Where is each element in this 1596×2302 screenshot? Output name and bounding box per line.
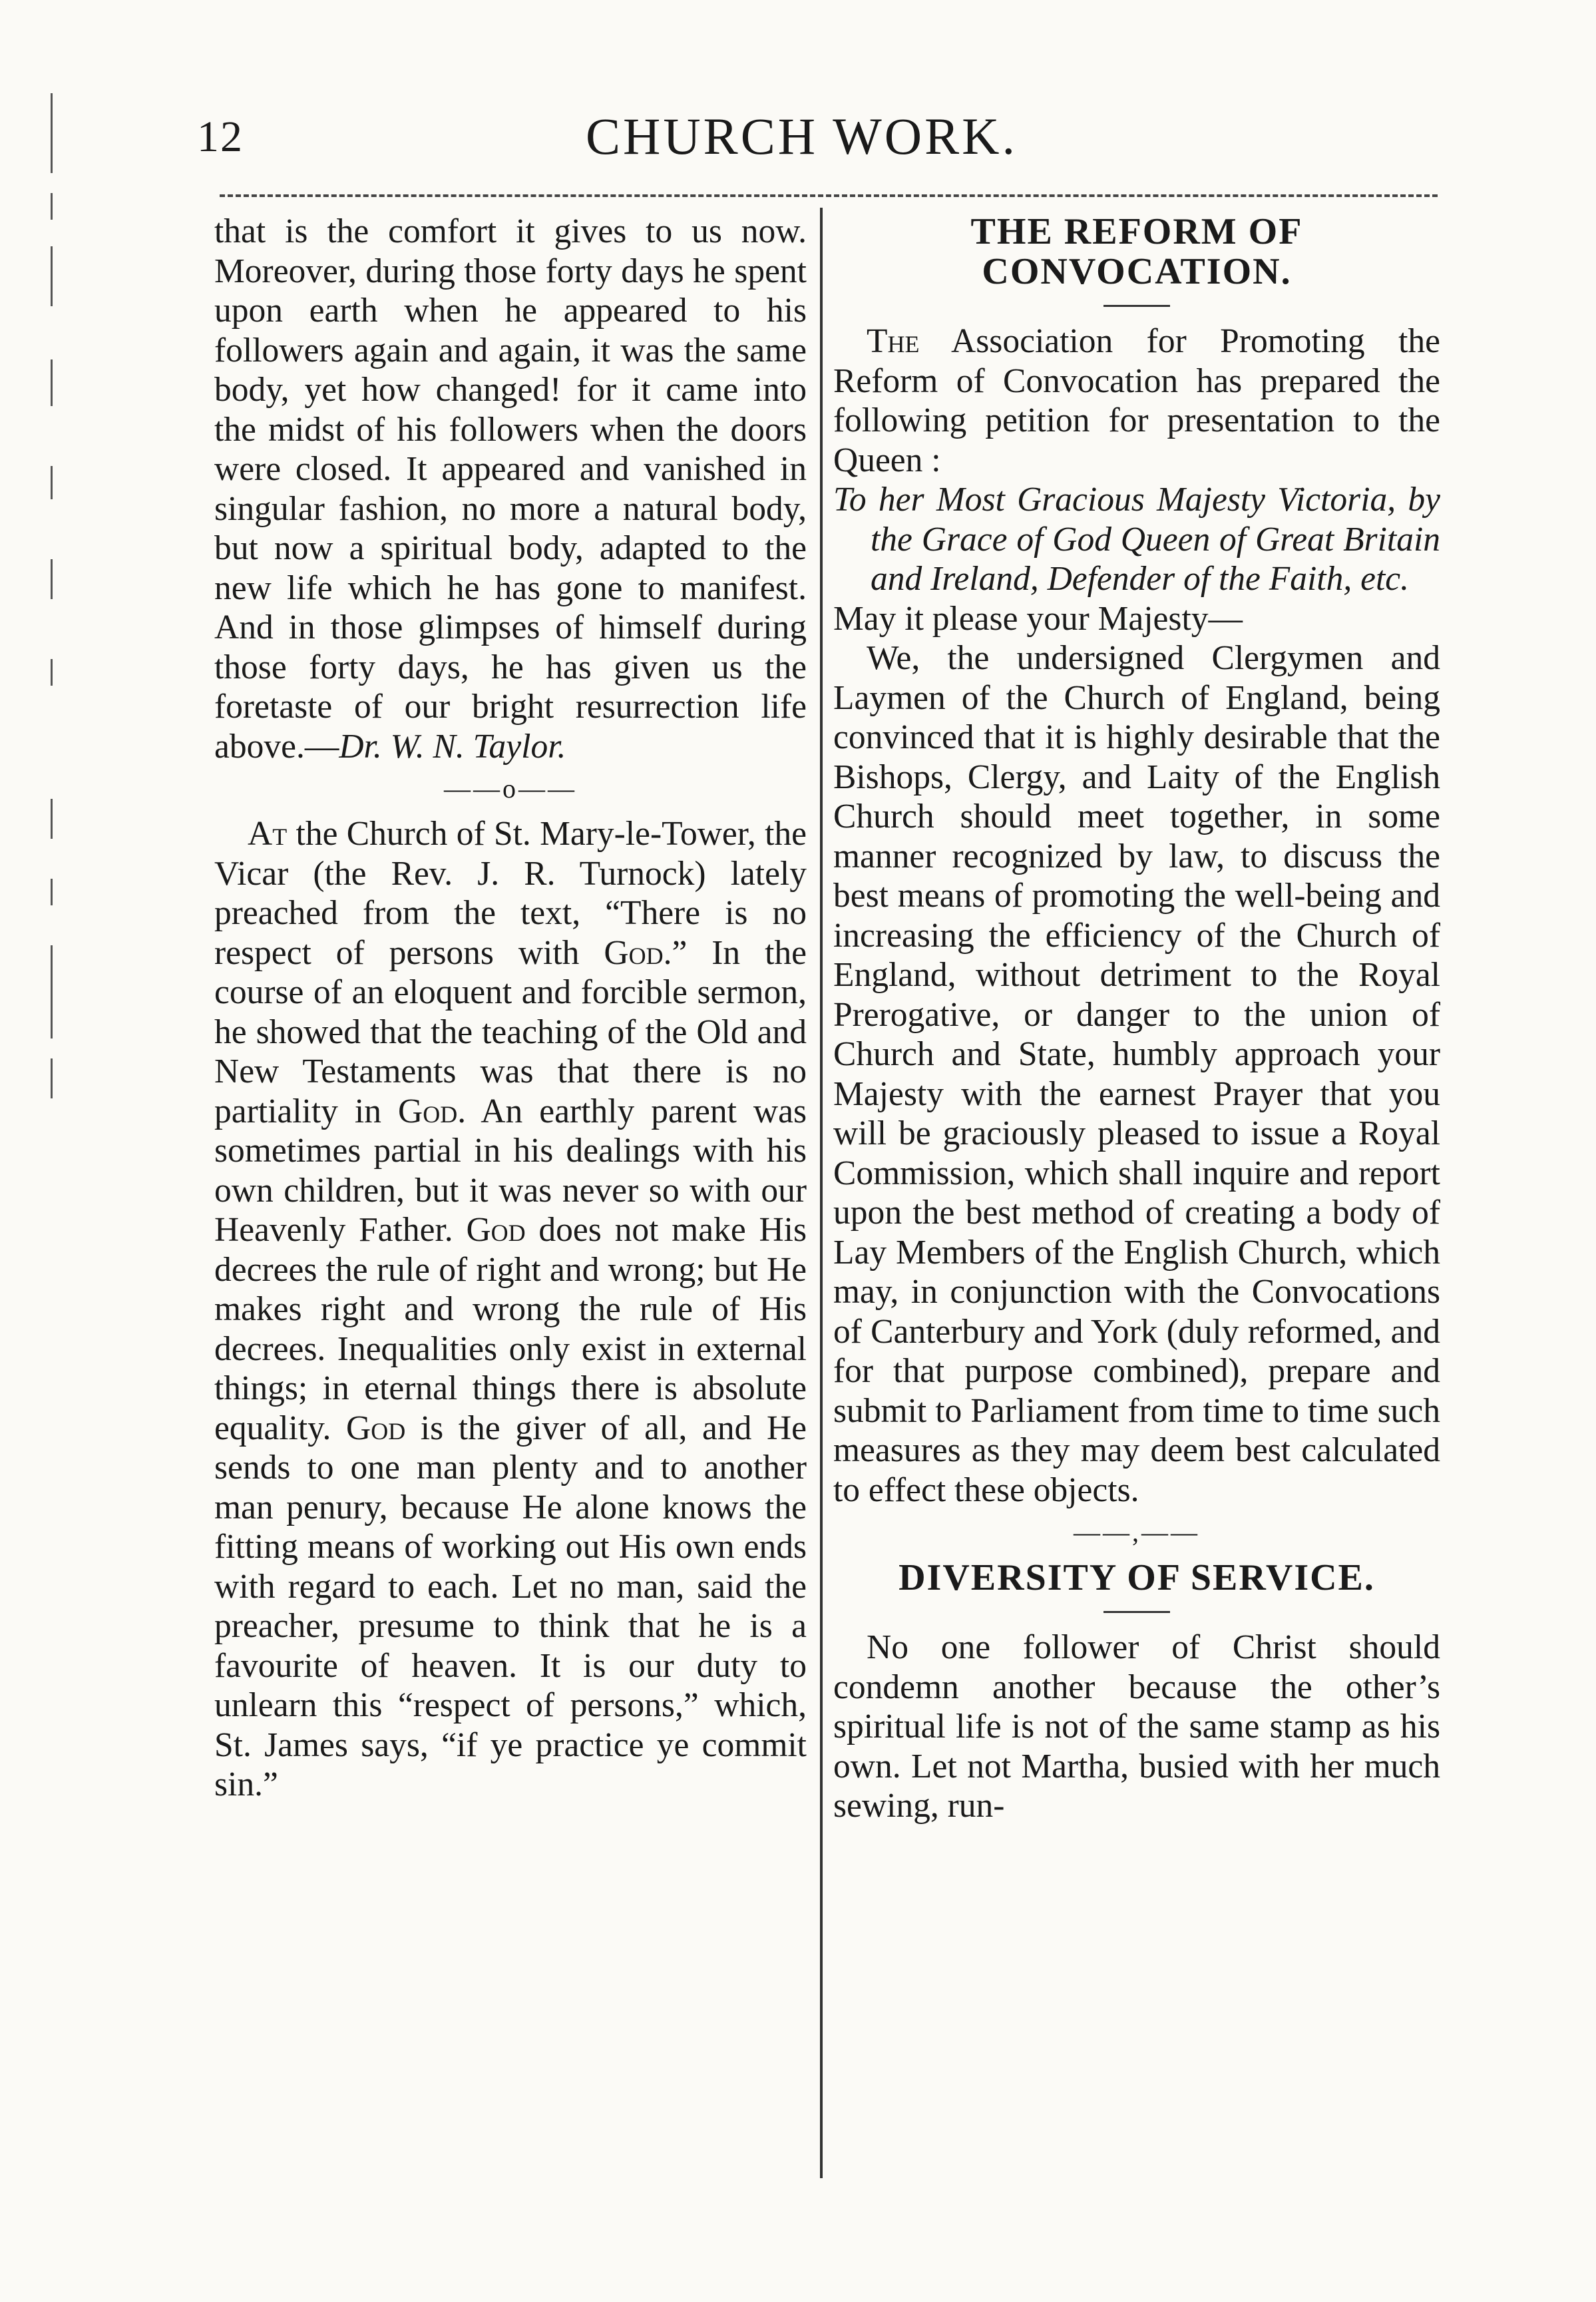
diversity-article: No one follower of Christ should condemn another because the other’s spiritual life is not of the same stamp as his own. Let not Martha, busied with her much sewing, run- (833, 1628, 1440, 1825)
page-number: 12 (197, 113, 244, 161)
column-rule (820, 208, 823, 2178)
section-divider: ——o—— (444, 774, 577, 804)
left-column (214, 212, 807, 1805)
heading-reform-of-convocation: THE REFORM OF CONVOCATION. (970, 211, 1303, 292)
petition-address: To her Most Gracious Majesty Victoria, by the Grace of God Queen of Great Britain and Ireland, Defender of the Faith, etc. (833, 481, 1440, 598)
petition-salutation: May it please your Majesty— (833, 599, 1243, 638)
section-divider: ——,—— (1074, 1517, 1200, 1547)
petition-body: We, the undersigned Clergymen and Laymen of the Church of England, being convinced that it is highly desirable that the Bishops, Clergy, and Laity of the English Church should meet together, in some manner recognized by law, to discuss the best means of promoting the well-being and increasing the efficiency of the Church of England, without detriment to the Royal Prerogative, or danger to the union of Church and State, humbly approach your Majesty with the earnest Prayer that you will be graciously pleased to issue a Royal Commission, which shall inquire and report upon the best method of creating a body of Lay Members of the English Church, which may, in conjunction with the Convocations of Canterbury and York (duly reformed, and for that purpose combined), prepare and submit to Parliament from time to time such measures as they may deem best calculated to effect these objects. (833, 639, 1440, 1509)
running-title: CHURCH WORK. (586, 107, 1018, 165)
header-rule (220, 194, 1438, 197)
right-column (833, 212, 1440, 1826)
article-continuation: that is the comfort it gives to us now. Moreover, during those forty days he spent upon earth when he appeared to his followers again and again, it was the same body, yet how changed! for it came into the midst of his followers when the doors were closed. It appeared and vanished in singular fashion, no more a natural body, but now a spiritual body, adapted to the new life which he has gone to manifest. And in those glimpses of himself during those forty days, he has given us the foretaste of our bright resurrection life above.—Dr. W. N. Taylor. (214, 212, 807, 766)
heading-rule (1103, 305, 1170, 307)
petition-intro: The Association for Promoting the Reform of Convocation has prepared the following petition for presentation to the Queen : (833, 322, 1440, 479)
heading-diversity-of-service: DIVERSITY OF SERVICE. (898, 1557, 1375, 1598)
author-signature: Dr. W. N. Taylor. (339, 727, 566, 766)
sermon-article: At the Church of St. Mary-le-Tower, the Vicar (the Rev. J. R. Turnock) lately preached from the text, “There is no respect of persons with God.” In the course of an eloquent and forcible sermon, he showed that the teaching of the Old and New Testaments was that there is no partiality in God. An earthly parent was sometimes partial in his dealings with his own children, but it was never so with our Heavenly Father. God does not make His decrees the rule of right and wrong; but He makes right and wrong the rule of His decrees. Inequalities only exist in external things; in eternal things there is absolute equality. God is the giver of all, and He sends to one man plenty and to another man penury, because He alone knows the fitting means of working out His own ends with regard to each. Let no man, said the preacher, presume to think that he is a favourite of heaven. It is our duty to unlearn this “respect of persons,” which, St. James says, “if ye practice ye commit sin.” (214, 815, 807, 1803)
binding-edge-marks (44, 93, 71, 1132)
heading-rule (1103, 1611, 1170, 1613)
